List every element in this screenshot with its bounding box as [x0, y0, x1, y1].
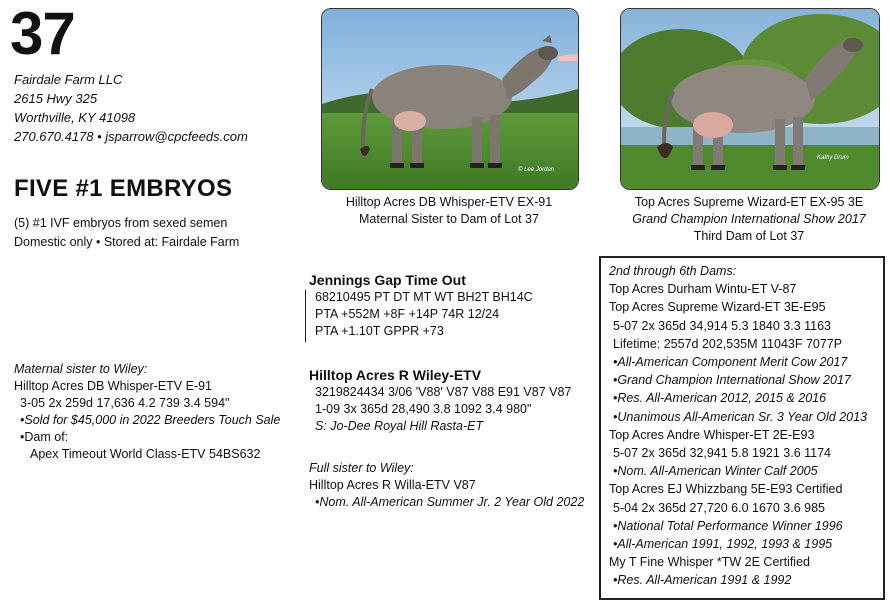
maternal-sister-intro: Maternal sister to Wiley:	[14, 362, 148, 376]
photo-caption-title: Hilltop Acres DB Whisper-ETV EX-91	[345, 195, 553, 209]
maternal-sister-dam-of: •Dam of:	[20, 430, 69, 444]
maternal-sister-block	[14, 361, 280, 463]
cow-photo-image	[621, 9, 879, 189]
consignor-farm: Fairdale Farm LLC	[14, 72, 123, 87]
maternal-sister-offspring: Apex Timeout World Class-ETV 54BS632	[30, 447, 261, 461]
lot-description	[14, 214, 239, 252]
description-line: Domestic only • Stored at: Fairdale Farm	[14, 235, 240, 249]
lot-headline: FIVE #1 EMBRYOS	[14, 175, 233, 202]
sire-line: PTA +552M +8F +14P 74R 12/24	[315, 307, 500, 321]
dam-note-line: •Res. All-American 1991 & 1992	[613, 573, 792, 588]
consignor-city: Worthville, KY 41098	[14, 110, 136, 125]
sire-block	[309, 271, 533, 340]
dam-name: Hilltop Acres R Wiley-ETV	[309, 367, 482, 383]
dam-line: 1-09 3x 365d 28,490 3.8 1092 3.4 980"	[315, 402, 532, 416]
dam-record-line: Lifetime: 2557d 202,535M 11043F 7077P	[613, 336, 843, 351]
photo-caption-line: Third Dam of Lot 37	[693, 229, 805, 243]
sire-line: PTA +1.10T GPPR +73	[315, 324, 444, 338]
dam-sire-line: S: Jo-Dee Royal Hill Rasta-ET	[315, 419, 484, 433]
dam-name-line: Top Acres EJ Whizzbang 5E-E93 Certified	[609, 482, 843, 497]
photo-watermark: © Lee Jordan	[518, 167, 555, 173]
cow-photo-image	[322, 9, 578, 189]
dam-block	[309, 366, 571, 435]
full-sister-name: Hilltop Acres R Willa-ETV V87	[309, 478, 476, 492]
full-sister-note: •Nom. All-American Summer Jr. 2 Year Old 2022	[315, 495, 585, 509]
full-sister-block	[309, 460, 584, 511]
photo-caption-title: Top Acres Supreme Wizard-ET EX-95 3E	[634, 195, 864, 209]
consignor-contact: 270.670.4178 • jsparrow@cpcfeeds.com	[14, 129, 248, 144]
dam-line: 3219824434 3/06 'V88' V87 V88 E91 V87 V87	[315, 385, 572, 399]
dam-note-line: •National Total Performance Winner 1996	[613, 518, 843, 533]
full-sister-intro: Full sister to Wiley:	[309, 461, 414, 475]
cow-photo-whisper	[321, 8, 579, 190]
dam-name-line: Top Acres Durham Wintu-ET V-87	[609, 282, 797, 297]
photo-caption-line: Maternal Sister to Dam of Lot 37	[359, 212, 539, 226]
consignor-street: 2615 Hwy 325	[14, 91, 98, 106]
dams-box	[599, 256, 885, 600]
dams-box-heading: 2nd through 6th Dams:	[609, 264, 737, 278]
cow-photo-wizard	[620, 8, 880, 190]
consignor-address	[14, 70, 248, 146]
dam-note-line: •Nom. All-American Winter Calf 2005	[613, 464, 818, 479]
dam-record-line: 5-07 2x 365d 34,914 5.3 1840 3.3 1163	[613, 318, 832, 333]
dam-name-line: Top Acres Andre Whisper-ET 2E-E93	[609, 427, 815, 442]
maternal-sister-sold: •Sold for $45,000 in 2022 Breeders Touch Sale	[20, 413, 281, 427]
photo-caption-line: Grand Champion International Show 2017	[632, 212, 866, 226]
dam-note-line: •Grand Champion International Show 2017	[613, 373, 851, 388]
photo-watermark: Kathy Drum	[817, 155, 849, 161]
maternal-sister-name: Hilltop Acres DB Whisper-ETV E-91	[14, 379, 212, 393]
maternal-sister-record: 3-05 2x 259d 17,636 4.2 739 3.4 594"	[20, 396, 230, 410]
dam-record-line: 5-07 2x 365d 32,941 5.8 1921 3.6 1174	[613, 446, 832, 461]
dam-name-line: Top Acres Supreme Wizard-ET 3E-E95	[609, 300, 826, 315]
photo-caption-whisper	[321, 194, 577, 228]
photo-caption-wizard	[610, 194, 888, 245]
dam-note-line: •All-American 1991, 1992, 1993 & 1995	[613, 537, 833, 552]
dam-note-line: •Unanimous All-American Sr. 3 Year Old 2013	[613, 409, 868, 424]
dam-note-line: •All-American Component Merit Cow 2017	[613, 355, 848, 370]
dam-record-line: 5-04 2x 365d 27,720 6.0 1670 3.6 985	[613, 500, 825, 515]
sire-name: Jennings Gap Time Out	[309, 272, 466, 288]
description-line: (5) #1 IVF embryos from sexed semen	[14, 216, 228, 230]
dam-note-line: •Res. All-American 2012, 2015 & 2016	[613, 391, 827, 406]
pedigree-bracket	[305, 290, 306, 342]
sire-line: 68210495 PT DT MT WT BH2T BH14C	[315, 290, 533, 304]
lot-number: 37	[10, 0, 75, 67]
dam-name-line: My T Fine Whisper *TW 2E Certified	[609, 555, 810, 570]
